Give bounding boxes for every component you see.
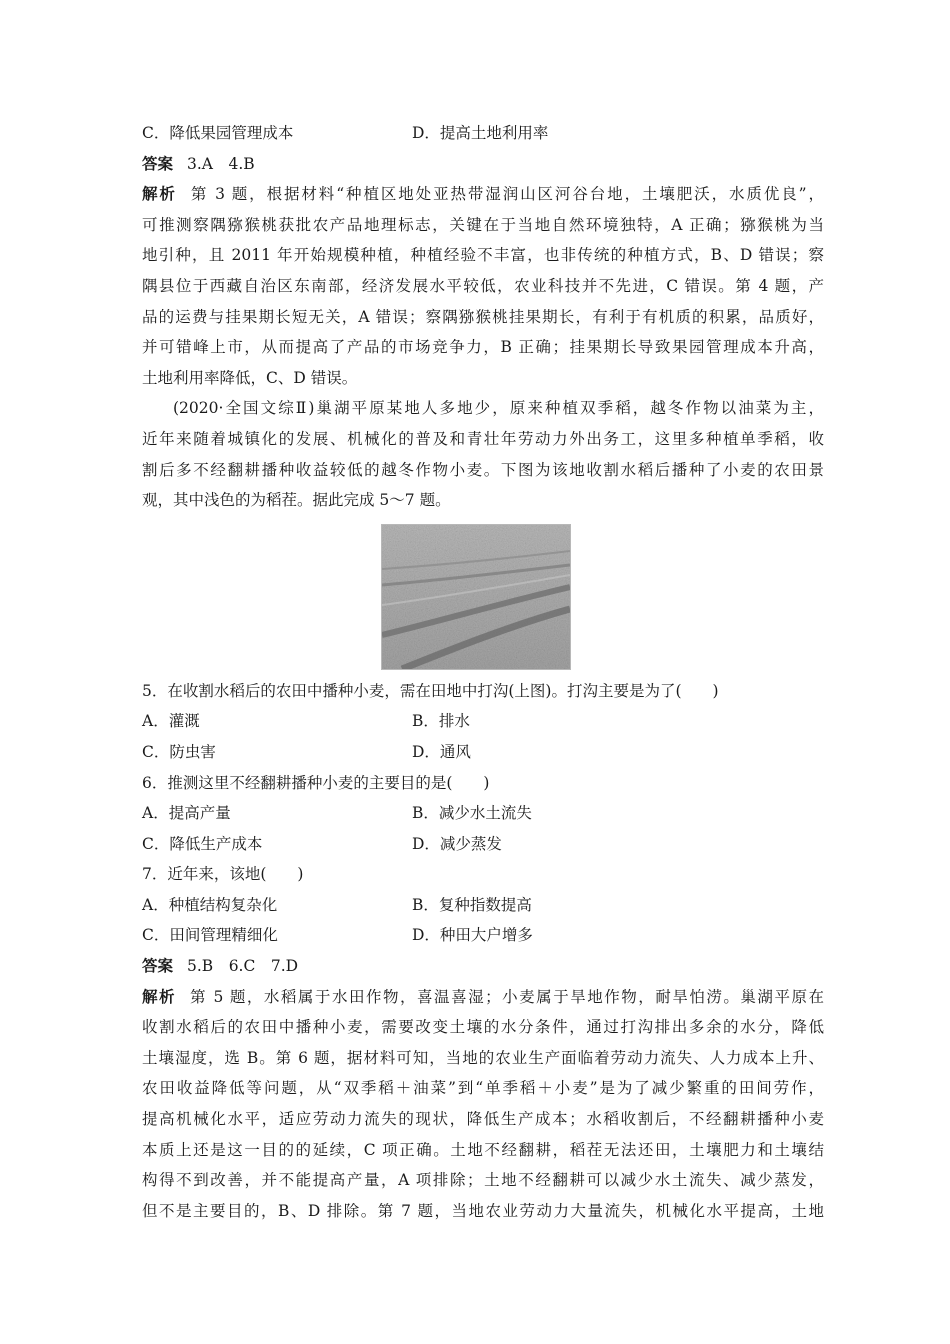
options-row	[142, 737, 824, 768]
question-stem: 7．近年来，该地( )	[142, 865, 304, 884]
analysis-line: 品的运费与挂果期长短无关，A 错误；察隅猕猴桃挂果期长，有利于有机质的积累，品质好，	[142, 307, 824, 326]
option-a[interactable]: A．灌溉	[142, 712, 200, 731]
question-5	[142, 676, 824, 768]
analysis-line: 并可错峰上市，从而提高了产品的市场竞争力，B 正确；挂果期长导致果园管理成本升高，	[142, 338, 824, 357]
question-stem: 6．推测这里不经翻耕播种小麦的主要目的是( )	[142, 773, 490, 792]
material-line: 观，其中浅色的为稻茬。据此完成 5～7 题。	[142, 491, 451, 510]
option-d[interactable]: D．提高土地利用率	[412, 124, 549, 142]
option-a[interactable]: A．种植结构复杂化	[142, 895, 278, 914]
answer-line-1	[142, 149, 824, 180]
answer-line-2	[142, 951, 824, 982]
analysis-line: 土壤湿度，选 B。第 6 题，据材料可知，当地的农业生产面临着劳动力流失、人力成本上升、	[142, 1048, 824, 1067]
analysis-line: 解析 第 3 题，根据材料“种植区地处亚热带湿润山区河谷台地，土壤肥沃，水质优良”，	[142, 184, 824, 204]
question-stem: 5．在收割水稻后的农田中播种小麦，需在田地中打沟(上图)。打沟主要是为了( )	[142, 681, 719, 700]
analysis-line: 解析 第 5 题，水稻属于水田作物，喜温喜湿；小麦属于旱地作物，耐旱怕涝。巢湖平原在	[142, 986, 824, 1006]
analysis-line: 农田收益降低等问题，从“双季稻＋油菜”到“单季稻＋小麦”是为了减少繁重的田间劳作，	[142, 1079, 824, 1098]
farmland-photo-illustration	[382, 525, 570, 669]
answer-value: 3.A 4.B	[187, 154, 255, 173]
farmland-photo	[381, 524, 571, 670]
options-row	[142, 798, 824, 829]
analysis-line: 本质上还是这一目的的延续，C 项正确。土地不经翻耕，稻茬无法还田，土壤肥力和土壤结	[142, 1140, 824, 1159]
options-row	[142, 829, 824, 860]
option-b[interactable]: B．排水	[412, 712, 470, 731]
analysis-label: 解析	[142, 184, 177, 204]
answer-value: 5.B 6.C 7.D	[187, 957, 299, 976]
answer-label: 答案	[142, 153, 174, 173]
analysis-block-2	[142, 982, 824, 1227]
option-a[interactable]: A．提高产量	[142, 804, 231, 823]
option-b[interactable]: B．复种指数提高	[412, 895, 532, 914]
material-line: (2020·全国文综Ⅱ)巢湖平原某地人多地少，原来种植双季稻，越冬作物以油菜为主，	[173, 399, 824, 418]
q4-options-row	[142, 118, 824, 149]
material-line: 割后多不经翻耕播种收益较低的越冬作物小麦。下图为该地收割水稻后播种了小麦的农田景	[142, 460, 824, 479]
option-c[interactable]: C．防虫害	[142, 742, 216, 761]
analysis-line: 地引种，且 2011 年开始规模种植，种植经验不丰富，也非传统的种植方式，B、D 错误；察	[142, 246, 824, 265]
option-c[interactable]: C．降低果园管理成本	[142, 124, 294, 142]
analysis-line: 但不是主要目的，B、D 排除。第 7 题，当地农业劳动力大量流失，机械化水平提高，土地	[142, 1201, 824, 1220]
options-row	[142, 706, 824, 737]
analysis-label: 解析	[142, 986, 177, 1006]
option-d[interactable]: D．种田大户增多	[412, 926, 533, 945]
option-c[interactable]: C．田间管理精细化	[142, 926, 278, 945]
options-row	[142, 920, 824, 951]
options-row	[142, 890, 824, 921]
document-page	[142, 118, 824, 1226]
analysis-line: 收割水稻后的农田中播种小麦，需要改变土壤的水分条件，通过打沟排出多余的水分，降低	[142, 1018, 824, 1037]
question-6	[142, 768, 824, 860]
analysis-line: 土地利用率降低，C、D 错误。	[142, 368, 358, 387]
material-line: 近年来随着城镇化的发展、机械化的普及和青壮年劳动力外出务工，这里多种植单季稻，收	[142, 429, 824, 448]
analysis-line: 可推测察隅猕猴桃获批农产品地理标志，关键在于当地自然环境独特，A 正确；猕猴桃为当	[142, 215, 824, 234]
analysis-line: 构得不到改善，并不能提高产量，A 项排除；土地不经翻耕可以减少水土流失、减少蒸发，	[142, 1171, 824, 1190]
answer-label: 答案	[142, 956, 174, 976]
option-b[interactable]: B．减少水土流失	[412, 804, 532, 823]
option-d[interactable]: D．减少蒸发	[412, 834, 502, 853]
analysis-block-1	[142, 179, 824, 393]
analysis-line: 隅县位于西藏自治区东南部，经济发展水平较低，农业科技并不先进，C 错误。第 4 题，产	[142, 276, 824, 295]
analysis-line: 提高机械化水平，适应劳动力流失的现状，降低生产成本；水稻收割后，不经翻耕播种小麦	[142, 1110, 824, 1129]
question-7	[142, 859, 824, 951]
option-c[interactable]: C．降低生产成本	[142, 834, 263, 853]
option-d[interactable]: D．通风	[412, 742, 471, 761]
material-block	[142, 393, 824, 515]
